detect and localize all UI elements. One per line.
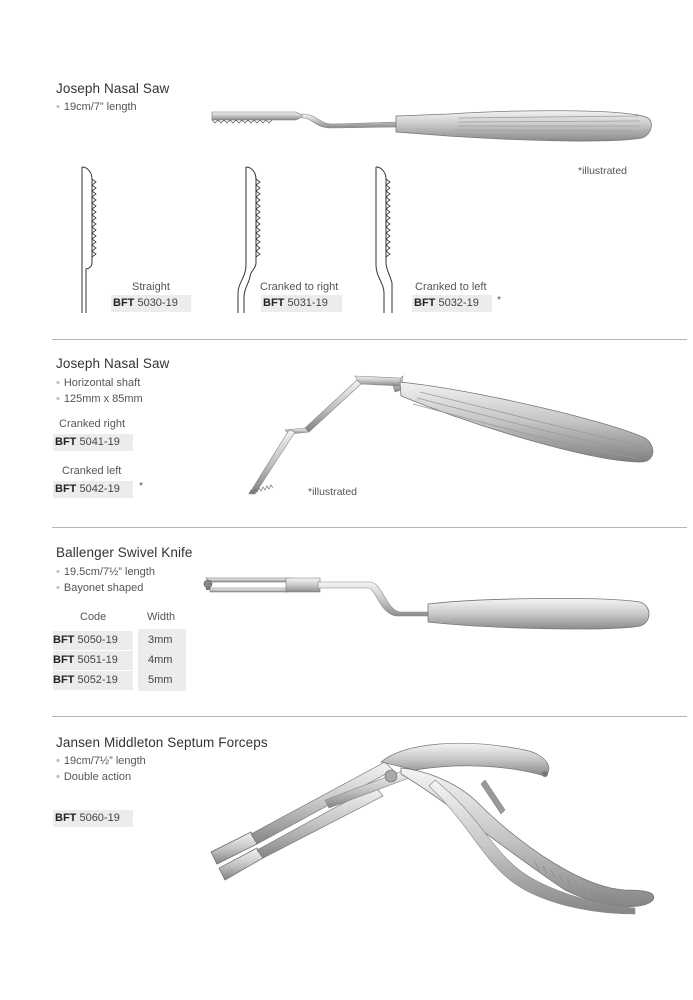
section3-title: Ballenger Swivel Knife <box>56 545 193 560</box>
code-prefix: BFT <box>55 812 77 824</box>
section1-bullet-length: • 19cm/7” length <box>56 101 137 113</box>
code-number: 5031-19 <box>287 297 328 309</box>
section2-illustrated-note: *illustrated <box>308 486 358 498</box>
code-number: 5051-19 <box>77 654 118 666</box>
table-row-width: 5mm <box>148 674 173 686</box>
code-prefix: BFT <box>53 654 75 666</box>
code-number: 5030-19 <box>137 297 178 309</box>
product-code-cranked-right <box>261 295 342 312</box>
section2-bullet-size: • 125mm x 85mm <box>56 393 143 405</box>
illustrated-marker: * <box>497 294 502 306</box>
code-prefix: BFT <box>53 674 75 686</box>
code-prefix: BFT <box>53 634 75 646</box>
section2-title: Joseph Nasal Saw <box>56 356 170 371</box>
jansen-middleton-forceps-image <box>205 740 660 925</box>
code-number: 5041-19 <box>79 436 120 448</box>
saw-tip-straight-drawing <box>78 165 108 315</box>
joseph-nasal-saw-image <box>208 100 653 145</box>
variant-label-straight: Straight <box>132 281 170 293</box>
product-code <box>53 810 133 827</box>
variant-label-cranked-right: Cranked right <box>59 418 126 430</box>
table-row-width: 4mm <box>148 654 173 666</box>
variant-label-cranked-left: Cranked left <box>62 465 122 477</box>
section4-bullet-length: • 19cm/7½” length <box>56 755 146 767</box>
table-row-code <box>53 651 133 670</box>
code-prefix: BFT <box>414 297 436 309</box>
table-header-code: Code <box>80 611 107 623</box>
section1-illustrated-note: *illustrated <box>578 165 628 177</box>
product-code-cranked-right <box>53 434 133 451</box>
code-number: 5052-19 <box>77 674 118 686</box>
table-header-width: Width <box>147 611 176 623</box>
variant-label-cranked-right: Cranked to right <box>260 281 339 293</box>
section-divider <box>52 527 687 528</box>
code-prefix: BFT <box>55 483 77 495</box>
ballenger-swivel-knife-image <box>200 570 655 635</box>
product-code-cranked-left <box>412 295 492 312</box>
code-prefix: BFT <box>55 436 77 448</box>
table-row-width: 3mm <box>148 634 173 646</box>
code-number: 5032-19 <box>438 297 479 309</box>
section3-bullet-shape: • Bayonet shaped <box>56 582 143 594</box>
table-row-code <box>53 631 133 650</box>
code-number: 5042-19 <box>79 483 120 495</box>
illustrated-marker: * <box>139 480 144 492</box>
section4-bullet-action: • Double action <box>56 771 131 783</box>
table-row-code <box>53 671 133 690</box>
code-number: 5050-19 <box>77 634 118 646</box>
variant-label-cranked-left: Cranked to left <box>415 281 487 293</box>
section1-title: Joseph Nasal Saw <box>56 81 170 96</box>
saw-tip-cranked-left-drawing <box>370 165 404 315</box>
section3-bullet-length: • 19.5cm/7½” length <box>56 566 155 578</box>
product-code-cranked-left <box>53 481 133 498</box>
code-prefix: BFT <box>263 297 285 309</box>
section-divider <box>52 339 687 340</box>
code-prefix: BFT <box>113 297 135 309</box>
section-divider <box>52 716 687 717</box>
section4-title: Jansen Middleton Septum Forceps <box>56 735 268 750</box>
horizontal-shaft-saw-image <box>245 370 660 500</box>
code-number: 5060-19 <box>79 812 120 824</box>
product-code-straight <box>111 295 191 312</box>
section2-bullet-shaft: • Horizontal shaft <box>56 377 140 389</box>
